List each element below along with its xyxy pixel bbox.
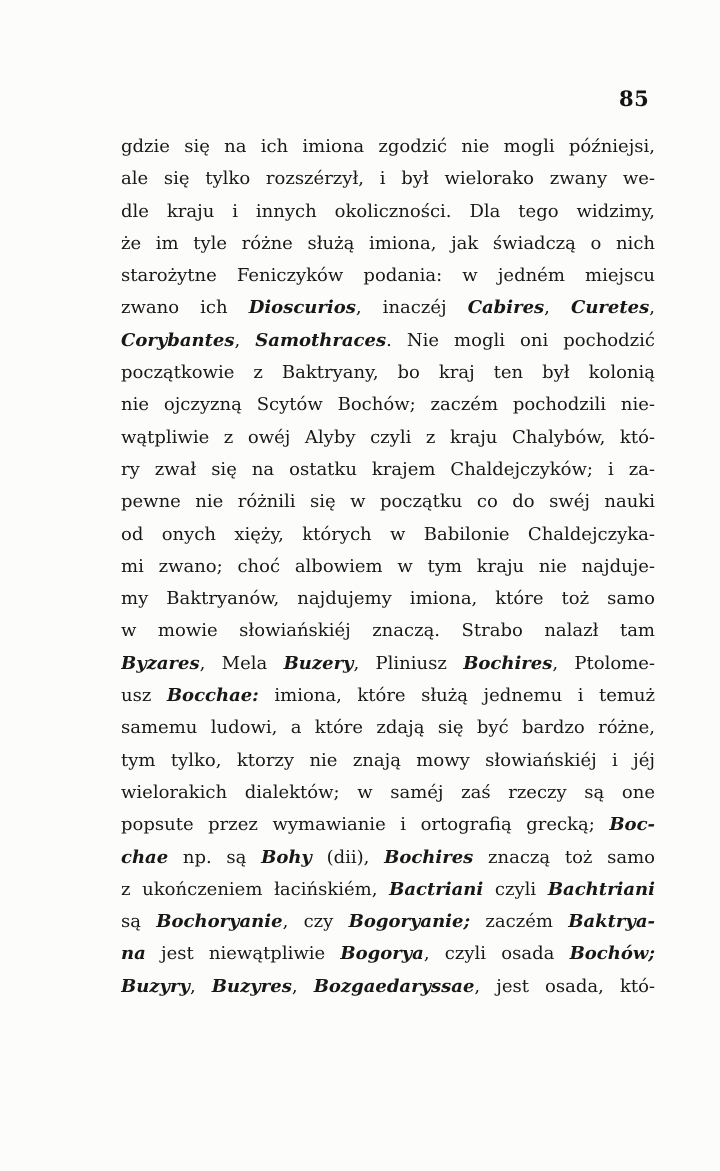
- body-text: [121, 131, 655, 1003]
- italic-term: Bocchae:: [166, 685, 259, 707]
- italic-term: Bochoryanie: [156, 911, 283, 933]
- text-line: [121, 454, 655, 486]
- text-line: [121, 777, 655, 809]
- text-segment: nie ojczyzną Scytów Bochów; zaczém pochodzili nie-: [121, 394, 655, 416]
- italic-term: Baktrya-: [568, 911, 655, 933]
- text-line: [121, 971, 655, 1003]
- text-segment: zaczém: [470, 911, 569, 933]
- text-segment: zwano ich: [121, 297, 249, 319]
- text-line: [121, 292, 655, 324]
- text-line: [121, 325, 655, 357]
- italic-term: Buzyry: [121, 975, 190, 997]
- text-line: [121, 906, 655, 938]
- text-segment: ,: [189, 975, 212, 997]
- text-segment: np. są: [168, 846, 262, 868]
- italic-term: Bogoryanie;: [348, 911, 471, 933]
- text-line: [121, 874, 655, 906]
- text-segment: , Ptolome-: [552, 652, 655, 674]
- text-segment: , Pliniusz: [353, 652, 464, 674]
- text-line: [121, 809, 655, 841]
- text-segment: jest niewątpliwie: [145, 943, 341, 965]
- text-segment: . Nie mogli oni pochodzić: [386, 329, 655, 351]
- text-segment: wielorakich dialektów; w saméj zaś rzeczy są one: [121, 781, 655, 803]
- text-segment: (dii),: [311, 846, 385, 868]
- text-segment: w mowie słowiańskiéj znaczą. Strabo nalazł tam: [121, 620, 655, 642]
- text-line: [121, 519, 655, 551]
- italic-term: Bozgaedaryssae: [313, 975, 475, 997]
- italic-term: Buzyres: [211, 975, 292, 997]
- text-segment: czyli: [483, 878, 548, 900]
- text-line: [121, 648, 655, 680]
- text-segment: są: [121, 911, 157, 933]
- text-segment: tym tylko, ktorzy nie znają mowy słowiańskiéj i jéj: [121, 749, 655, 771]
- text-segment: , czyli osada: [423, 943, 570, 965]
- text-line: [121, 551, 655, 583]
- italic-term: Bactriani: [389, 878, 484, 900]
- page-number: 85: [619, 86, 650, 111]
- text-segment: my Baktryanów, najdujemy imiona, które toż samo: [121, 588, 655, 610]
- text-segment: od onych xięży, których w Babilonie Chaldejczyka-: [121, 523, 655, 545]
- italic-term: Boc-: [609, 814, 655, 836]
- text-segment: znaczą toż samo: [473, 846, 655, 868]
- italic-term: Samothraces: [255, 329, 387, 351]
- text-segment: dle kraju i innych okoliczności. Dla tego widzimy,: [121, 200, 655, 222]
- text-line: [121, 163, 655, 195]
- text-line: [121, 615, 655, 647]
- italic-term: Bogorya: [340, 943, 424, 965]
- text-segment: wątpliwie z owéj Alyby czyli z kraju Chalybów, któ-: [121, 426, 655, 448]
- text-segment: , inaczéj: [355, 297, 468, 319]
- text-line: [121, 422, 655, 454]
- text-line: [121, 842, 655, 874]
- italic-term: Cabires: [467, 297, 545, 319]
- text-segment: że im tyle różne służą imiona, jak świadczą o nich: [121, 232, 655, 254]
- italic-term: Bochires: [463, 652, 553, 674]
- text-segment: ,: [544, 297, 572, 319]
- text-line: [121, 357, 655, 389]
- italic-term: Byzares: [121, 652, 200, 674]
- italic-term: na: [121, 943, 146, 965]
- text-segment: z ukończeniem łacińskiém,: [121, 878, 390, 900]
- text-line: [121, 260, 655, 292]
- italic-term: Corybantes: [121, 329, 235, 351]
- text-segment: popsute przez wymawianie i ortografią grecką;: [121, 814, 610, 836]
- text-segment: ,: [291, 975, 314, 997]
- italic-term: Dioscurios: [248, 297, 356, 319]
- text-segment: ,: [649, 297, 655, 319]
- italic-term: Bochires: [384, 846, 474, 868]
- italic-term: Curetes: [571, 297, 650, 319]
- text-segment: początkowie z Baktryany, bo kraj ten był kolonią: [121, 362, 655, 384]
- italic-term: Bohy: [261, 846, 312, 868]
- text-segment: ,: [234, 329, 256, 351]
- text-line: [121, 583, 655, 615]
- text-line: [121, 131, 655, 163]
- text-segment: pewne nie różnili się w początku co do swéj nauki: [121, 491, 655, 513]
- italic-term: Bachtriani: [547, 878, 655, 900]
- text-segment: gdzie się na ich imiona zgodzić nie mogli późniejsi,: [121, 136, 655, 157]
- text-line: [121, 938, 655, 970]
- text-segment: ry zwał się na ostatku krajem Chaldejczyków; i za-: [121, 458, 655, 480]
- text-line: [121, 745, 655, 777]
- text-segment: ale się tylko rozszérzył, i był wielorako zwany we-: [121, 168, 655, 190]
- text-segment: , jest osada, któ-: [474, 975, 655, 997]
- text-segment: imiona, które służą jednemu i temuż: [258, 685, 655, 707]
- text-line: [121, 486, 655, 518]
- text-line: [121, 196, 655, 228]
- text-segment: usz: [121, 685, 167, 707]
- text-segment: mi zwano; choć albowiem w tym kraju nie najduje-: [121, 555, 655, 577]
- text-line: [121, 680, 655, 712]
- italic-term: chae: [121, 846, 169, 868]
- text-line: [121, 712, 655, 744]
- text-segment: , Mela: [199, 652, 284, 674]
- text-segment: starożytne Feniczyków podania: w jedném miejscu: [121, 265, 655, 287]
- text-segment: samemu ludowi, a które zdają się być bardzo różne,: [121, 717, 655, 739]
- text-line: [121, 228, 655, 260]
- italic-term: Bochów;: [569, 943, 655, 965]
- text-segment: , czy: [282, 911, 349, 933]
- italic-term: Buzery: [283, 652, 354, 674]
- text-line: [121, 389, 655, 421]
